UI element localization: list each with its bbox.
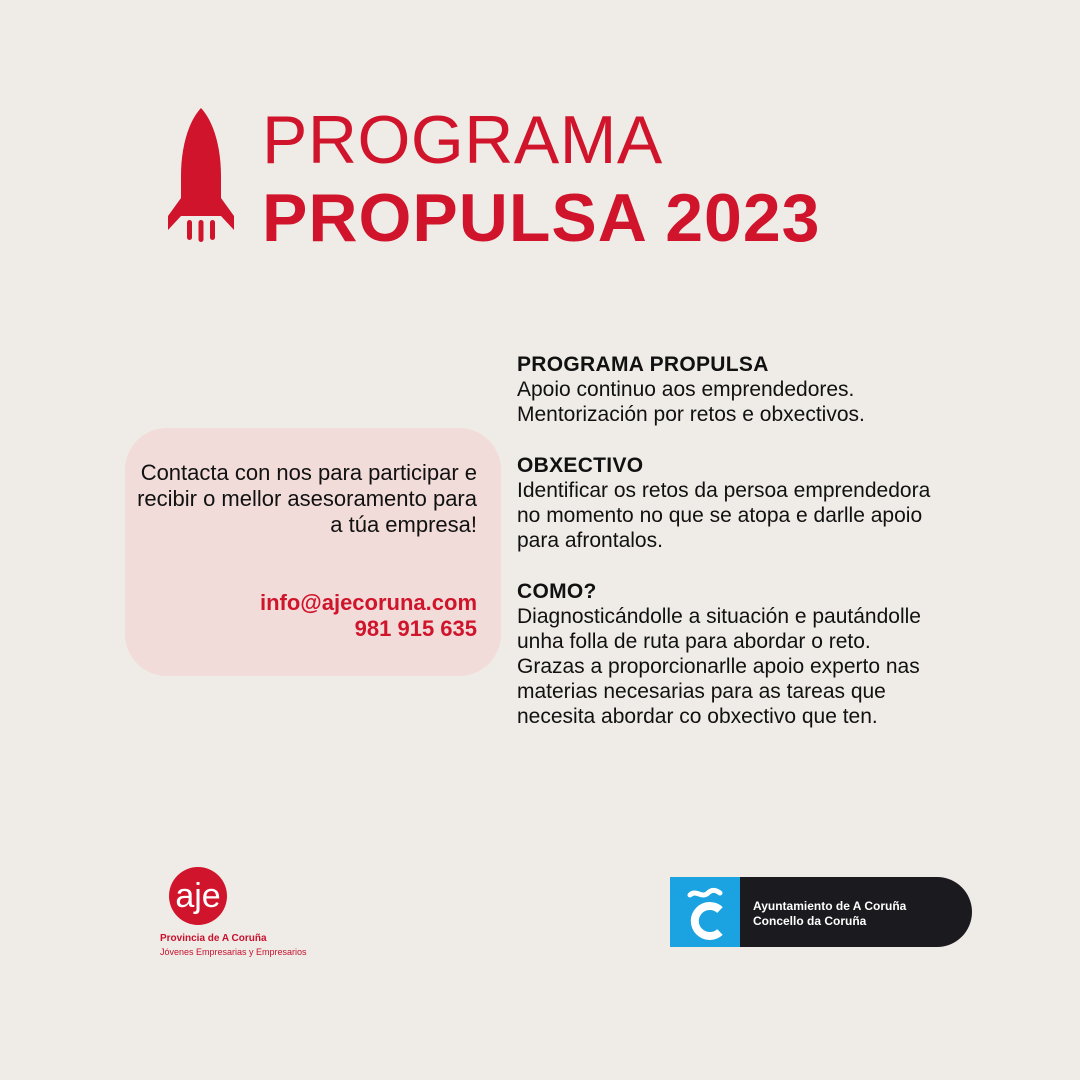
section-obxectivo <box>517 453 957 553</box>
contact-phone-link[interactable]: 981 915 635 <box>354 616 477 641</box>
concello-name: Concello da Coruña <box>753 914 867 928</box>
section-como <box>517 579 957 729</box>
ayuntamiento-name: Ayuntamiento de A Coruña <box>753 899 907 913</box>
aje-logo <box>158 866 238 926</box>
ayuntamiento-logo <box>670 877 972 947</box>
city-c-icon <box>670 877 740 947</box>
section-heading: PROGRAMA PROPULSA <box>517 353 769 376</box>
section-body: Identificar os retos da persoa emprendedora no momento no que se atopa e darlle apoio para afrontalos. <box>517 479 931 552</box>
contact-message: Contacta con nos para participar e recibir o mellor asesoramento para a túa empresa! <box>137 460 477 537</box>
section-programa <box>517 352 957 427</box>
city-symbol-text: C̃ <box>670 877 671 878</box>
section-heading: COMO? <box>517 580 597 603</box>
section-body: Apoio continuo aos emprendedores. Mentorización por retos e obxectivos. <box>517 378 865 426</box>
section-body: Diagnosticándolle a situación e pautándolle unha folla de ruta para abordar o reto. Grazas a proporcionarlle apoio experto nas materias necesarias para as tareas que necesita abordar co obxectivo que ten. <box>517 605 921 728</box>
title-line-1: PROGRAMA <box>262 102 663 178</box>
aje-wordmark: aje <box>175 877 221 915</box>
contact-card <box>125 428 501 676</box>
aje-subtitle-province: Provincia de A Coruña <box>160 933 267 944</box>
aje-subtitle-tagline: Jóvenes Empresarias y Empresarios <box>160 947 307 957</box>
info-column <box>517 352 957 755</box>
title-line-2: PROPULSA 2023 <box>262 180 821 256</box>
rocket-icon <box>166 108 236 242</box>
contact-email-link[interactable]: info@ajecoruna.com <box>259 590 477 615</box>
section-heading: OBXECTIVO <box>517 454 644 477</box>
